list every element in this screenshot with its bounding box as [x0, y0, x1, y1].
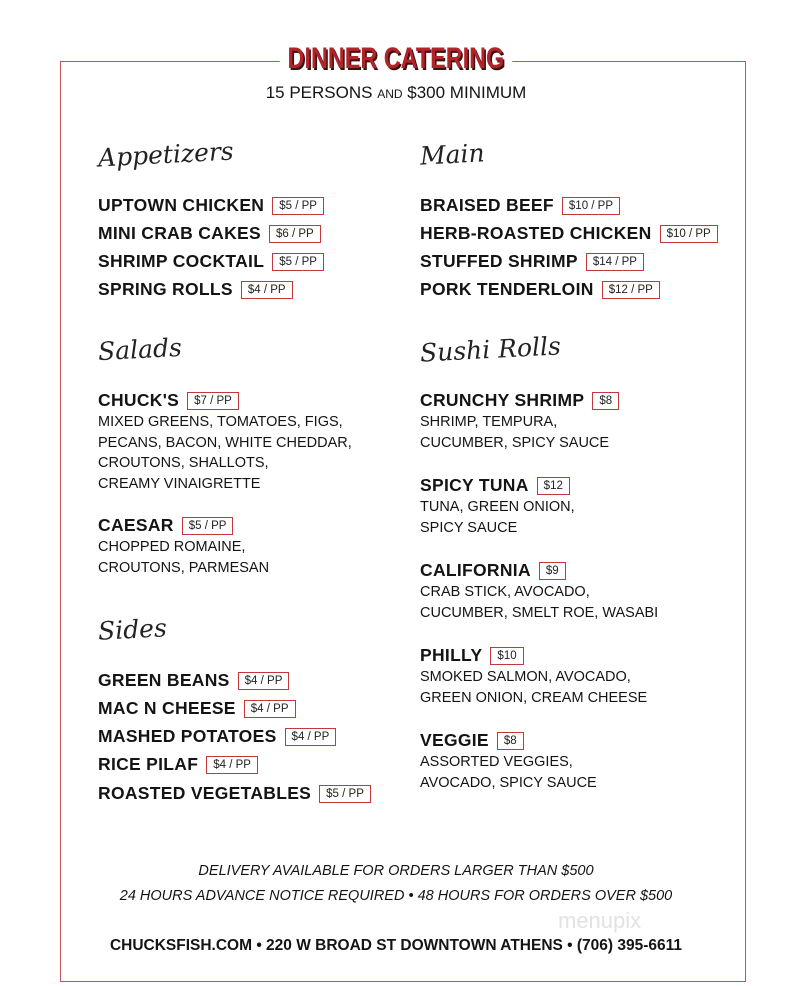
item-header — [420, 730, 597, 752]
item-price: $5 / PP — [272, 197, 324, 215]
item-header — [98, 223, 321, 245]
item-price: $8 — [592, 392, 619, 410]
item-name: BRAISED BEEF — [420, 195, 554, 215]
menu-item — [420, 645, 647, 708]
item-description: AVOCADO, SPICY SAUCE — [420, 774, 597, 791]
item-price: $9 — [539, 562, 566, 580]
section-heading-sushi-rolls: Sushi Rolls — [419, 331, 562, 368]
item-header — [98, 390, 352, 412]
menu-title — [0, 42, 792, 76]
item-description: CROUTONS, SHALLOTS, — [98, 455, 269, 471]
item-price: $12 / PP — [602, 281, 660, 299]
menu-item — [98, 195, 324, 217]
menu-item — [98, 251, 324, 273]
item-price: $8 — [497, 732, 524, 750]
item-name: MINI CRAB CAKES — [98, 223, 261, 243]
section-heading-sides: Sides — [97, 613, 168, 646]
item-name: CALIFORNIA — [420, 560, 531, 580]
item-name: HERB-ROASTED CHICKEN — [420, 223, 652, 243]
item-header — [420, 390, 619, 412]
item-price: $5 / PP — [182, 517, 234, 535]
item-header — [98, 195, 324, 217]
item-description: SMOKED SALMON, AVOCADO, — [420, 669, 631, 685]
item-header — [420, 560, 658, 582]
item-price: $4 / PP — [244, 700, 296, 718]
item-name: MASHED POTATOES — [98, 726, 277, 746]
menu-item — [420, 223, 718, 245]
item-description: GREEN ONION, CREAM CHEESE — [420, 689, 648, 706]
item-price: $10 / PP — [562, 197, 620, 215]
item-name: ROASTED VEGETABLES — [98, 783, 312, 803]
item-name: PORK TENDERLOIN — [420, 279, 594, 299]
menu-item — [98, 223, 321, 245]
menu-subtitle — [0, 83, 792, 103]
item-price: $10 / PP — [660, 225, 718, 243]
item-description: CRAB STICK, AVOCADO, — [420, 584, 590, 600]
menu-title-text: DINNER CATERING — [280, 42, 512, 76]
item-name: SHRIMP COCKTAIL — [98, 251, 265, 271]
item-header — [420, 251, 644, 273]
item-name: CAESAR — [98, 515, 174, 535]
item-price: $6 / PP — [269, 225, 321, 243]
item-name: MAC N CHEESE — [98, 698, 236, 718]
item-name: GREEN BEANS — [98, 670, 230, 690]
item-header — [420, 279, 660, 301]
item-header — [98, 754, 258, 776]
section-heading-appetizers: Appetizers — [97, 136, 235, 173]
menu-item — [420, 279, 660, 301]
menu-item — [98, 279, 293, 301]
item-header — [98, 726, 336, 748]
menu-item — [98, 670, 289, 692]
item-header — [420, 223, 718, 245]
notice-note: 24 HOURS ADVANCE NOTICE REQUIRED • 48 HOURS FOR ORDERS OVER $500 — [119, 888, 673, 904]
menu-item — [98, 515, 269, 578]
item-name: SPICY TUNA — [420, 475, 529, 495]
item-header — [98, 670, 289, 692]
menu-item — [420, 475, 575, 538]
item-price: $12 — [537, 477, 570, 495]
item-name: CRUNCHY SHRIMP — [420, 390, 585, 410]
item-header — [98, 279, 293, 301]
item-description: CROUTONS, PARMESAN — [98, 559, 270, 576]
subtitle-persons: 15 PERSONS — [265, 83, 373, 102]
item-name: RICE PILAF — [98, 754, 199, 774]
item-description: CUCUMBER, SPICY SAUCE — [420, 434, 610, 451]
item-description: ASSORTED VEGGIES, — [420, 754, 573, 770]
item-name: UPTOWN CHICKEN — [98, 195, 265, 215]
item-name: SPRING ROLLS — [98, 279, 233, 299]
menu-item — [98, 726, 336, 748]
menu-item — [420, 251, 644, 273]
item-price: $4 / PP — [241, 281, 293, 299]
item-name: PHILLY — [420, 645, 483, 665]
item-header — [98, 515, 269, 537]
item-price: $4 / PP — [285, 728, 337, 746]
section-heading-main: Main — [419, 138, 486, 171]
item-price: $4 / PP — [206, 756, 258, 774]
menu-item — [98, 783, 371, 805]
menu-item — [98, 390, 352, 494]
watermark: menupix — [558, 908, 642, 933]
item-name: CHUCK'S — [98, 390, 180, 410]
item-name: VEGGIE — [420, 730, 489, 750]
item-header — [420, 645, 647, 667]
item-header — [420, 475, 575, 497]
menu-item — [98, 754, 258, 776]
item-price: $10 — [490, 647, 523, 665]
item-name: STUFFED SHRIMP — [420, 251, 578, 271]
subtitle-and: AND — [377, 87, 403, 101]
item-price: $14 / PP — [586, 253, 644, 271]
item-header — [98, 783, 371, 805]
item-description: TUNA, GREEN ONION, — [420, 499, 575, 515]
delivery-note: DELIVERY AVAILABLE FOR ORDERS LARGER THAN $500 — [198, 863, 594, 879]
item-price: $5 / PP — [319, 785, 371, 803]
item-description: MIXED GREENS, TOMATOES, FIGS, — [98, 414, 343, 430]
item-description: PECANS, BACON, WHITE CHEDDAR, — [98, 434, 352, 451]
item-description: SHRIMP, TEMPURA, — [420, 414, 558, 430]
item-description: SPICY SAUCE — [420, 519, 518, 536]
contact-info: CHUCKSFISH.COM • 220 W BROAD ST DOWNTOWN ATHENS • (706) 395-6611 — [109, 937, 683, 954]
menu-item — [420, 560, 658, 623]
item-header — [98, 251, 324, 273]
section-heading-salads: Salads — [97, 332, 183, 367]
item-price: $4 / PP — [238, 672, 290, 690]
item-description: CHOPPED ROMAINE, — [98, 539, 246, 555]
menu-item — [98, 698, 296, 720]
item-header — [420, 195, 620, 217]
menu-item — [420, 390, 619, 453]
item-price: $5 / PP — [272, 253, 324, 271]
subtitle-minimum: $300 MINIMUM — [407, 83, 527, 102]
item-header — [98, 698, 296, 720]
menu-item — [420, 195, 620, 217]
menu-item — [420, 730, 597, 793]
item-description: CREAMY VINAIGRETTE — [98, 475, 261, 492]
item-description: CUCUMBER, SMELT ROE, WASABI — [420, 604, 659, 621]
item-price: $7 / PP — [187, 392, 239, 410]
